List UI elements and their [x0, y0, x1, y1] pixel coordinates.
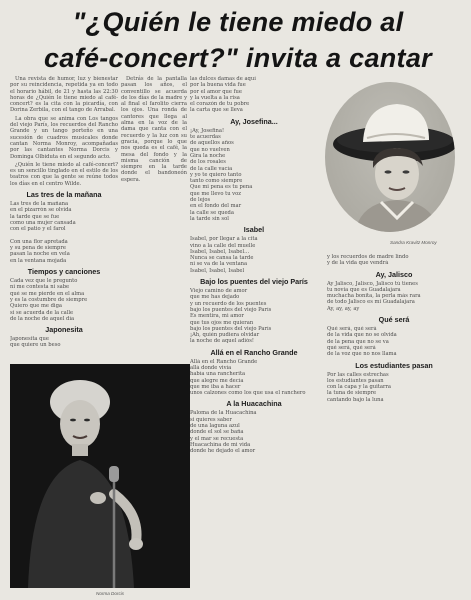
lyric-line: Allá en el Rancho Grande	[190, 358, 258, 365]
portrait-illustration	[325, 82, 455, 232]
lyric-line: de la calle vacía	[190, 165, 233, 172]
lyric-line: y los recuerdos de madre lindo	[327, 254, 409, 260]
lyrics-block	[190, 359, 318, 397]
lyric-line: que no vuelven	[190, 146, 230, 153]
lyric-line: de la noche de aquel día	[10, 315, 75, 322]
lyric-line: de los rosales	[190, 159, 226, 166]
lyric-line: si quieres saber	[190, 416, 232, 423]
lyric-line: la noche de aquel adiós!	[190, 338, 254, 345]
lyrics-block	[327, 372, 461, 403]
lyric-line: Huacachina de mi vida	[190, 441, 251, 448]
lyric-line: en la ventana mojada	[10, 257, 67, 264]
lyric-line: Nunca se cansa la tarde	[190, 255, 254, 262]
section-title-estudiantes: Los estudiantes pasan	[355, 360, 433, 370]
lyric-line: Es mentira, mi amor	[190, 313, 244, 320]
lyric-line: muchacha bonita, la perla más rara	[327, 293, 421, 300]
portrait-caption: Sandra Kravitz Monroy	[390, 240, 437, 245]
lyric-line: que quiere un beso	[10, 342, 61, 349]
lyric-line: de lejos	[190, 197, 211, 204]
lyric-line: y un recuerdo de los puentes	[190, 300, 267, 307]
lyric-line: la tarde que se fue	[10, 213, 60, 220]
lyric-line: Por las calles estrechas	[327, 371, 389, 378]
lyric-line: cantando bajo la luna	[327, 396, 384, 403]
lyric-line: y el mar se recuesta	[190, 435, 244, 442]
lyrics-block	[327, 281, 461, 312]
article-headline	[14, 4, 462, 76]
lyric-line: de la pena que no se va	[327, 338, 389, 345]
lyric-line: Cada vez que le pregunto	[10, 278, 78, 285]
lyric-line: había una rancherita	[190, 371, 246, 378]
lyric-line: ni me contesta ni sabe	[10, 284, 70, 291]
lyric-line: donde el sol se baña	[190, 429, 244, 436]
lyric-line: la calle se queda	[190, 209, 234, 216]
lyric-line: tu novia que es Guadalajara	[327, 286, 401, 293]
lyric-line: en el pizarrón se olvida	[10, 207, 72, 214]
lyric-line: Japonesita que	[10, 336, 49, 343]
lyric-line: Viejo camino de amor	[190, 288, 248, 295]
singer-photo	[10, 364, 190, 588]
intro-paragraph: Una revista de humor, luz y bienestar por su reincidencia, repetida ya en todo el horario hábil, de 21 y hasta las 22:30 horas de ¿Quién le tiene miedo al café-concert? es la cita con la picardía, con Dorina Zerbila, con el tango de Arrabal.	[10, 76, 118, 114]
lyric-line: la carta que se lleva	[190, 107, 243, 114]
lyric-line: Paloma de la Huacachina	[190, 410, 257, 417]
lyric-line: por el amor que fue	[190, 88, 242, 95]
section-title-rancho-grande: Allá en el Rancho Grande	[210, 347, 298, 357]
lyrics-block	[10, 201, 118, 264]
lyric-line: tanto como siempre	[190, 178, 243, 185]
portrait-photo	[325, 82, 455, 232]
lyric-line: que me has dejado	[190, 294, 240, 301]
lyrics-block	[327, 254, 461, 267]
lyric-line: si se acuerda de la calle	[10, 309, 74, 316]
lyrics-block	[190, 288, 318, 345]
lyric-line: y yo te quiero tanto	[190, 171, 242, 178]
lyric-line: te acuerdas	[190, 134, 221, 141]
article-column-1	[10, 76, 118, 352]
section-title-jalisco: Ay, Jalisco	[375, 269, 413, 279]
intro-paragraph-3: ¿Quién le tiene miedo al café-concert? es un sencillo tinglado en el estilo de los teatros con que la gente se reúne todos los días en el centro Wilde.	[10, 161, 118, 187]
lyric-line: de la vida que no se olvida	[327, 332, 397, 339]
lyrics-block	[190, 128, 318, 222]
lyrics-block	[327, 326, 461, 357]
section-title-tiempos: Tiempos y canciones	[27, 267, 101, 277]
lyric-line: qué se me pierde en el alma	[10, 290, 85, 297]
section-title-isabel: Isabel	[243, 225, 265, 235]
lyric-line: la tuna de siempre	[327, 390, 377, 397]
lyric-line: y es la costumbre de siempre	[10, 296, 88, 303]
section-title-josefina: Ay, Josefina...	[230, 116, 278, 126]
lyric-line: el corazón de tu pobre	[190, 101, 250, 108]
lyric-line: Isabel, Isabel, Isabel...	[190, 248, 250, 255]
lyric-line: los estudiantes pasan	[327, 377, 384, 384]
section-title-que-sera: Qué será	[378, 315, 410, 325]
headline-line-2: café-concert?" invita a cantar	[44, 43, 432, 73]
lyric-line: unos calzones como los que usa el ranchero	[190, 390, 306, 397]
lyric-line: de la voz que no nos llama	[327, 351, 397, 358]
article-column-2	[121, 76, 187, 185]
lyric-line: de una laguna azul	[190, 423, 240, 430]
intro-paragraph-2: La obra que se anima con Los tangos del viejo París, los recuerdos del Rancho Grande y un tango porteño en una sucesión de cuadros musicales donde cantan Norma Monroy, acompañadas por las cantantes Norma Dorcis y Dominga Olbiduta en el segundo acto.	[10, 115, 118, 160]
lyrics-block	[190, 76, 318, 114]
lyric-line: que me llevo tu voz	[190, 190, 241, 197]
lyric-line: que tus ojos me quieran	[190, 319, 254, 326]
lyric-line: Quiero que me diga	[10, 303, 62, 310]
lyric-line: la tarde sin sol	[190, 215, 229, 222]
lyric-line: de aquellos años	[190, 140, 234, 147]
lyric-line: por la buena vida fue	[190, 82, 246, 89]
lyric-line: de todo Jalisco es mi Guadalajara	[327, 299, 415, 306]
lyric-line: Con una flor apretada	[10, 238, 68, 245]
lyric-line: y su pena de siempre	[10, 245, 66, 252]
body-paragraph: Detrás de la pantalla pasan los años, el conventillo se acuerda de los días de la madre y al final el farolito cierra los ojos. Una ronda de cantores que llega al alma en la voz de la dama que canta con el recuerdo y la luz con su gracia, porque lo que nos queda es el café, la mesa del fondo y la misma canción de siempre en la tarde donde el bandoneón espera.	[121, 76, 187, 183]
article-column-3	[190, 76, 318, 458]
lyric-line: Ay, ay, ay, ay	[327, 305, 360, 312]
lyric-line: ni se va de la ventana	[190, 261, 248, 268]
section-title-tres-de-la-manana: Las tres de la mañana	[26, 190, 102, 200]
lyric-line: y la vuelta a la risa	[190, 94, 240, 101]
lyric-line: ¡Ay, Josefina!	[190, 127, 225, 134]
lyric-line: vino a la calle del muelle	[190, 242, 256, 249]
lyric-line: Ay Jalisco, Jalisco, Jalisco tú tienes	[327, 280, 418, 287]
headline-line-1: "¿Quién le tiene miedo al	[72, 7, 404, 37]
lyric-line: pasan la noche en vela	[10, 251, 70, 258]
lyric-line: y de la vida que vendrá	[327, 260, 389, 267]
lyric-line: qué será, qué será	[327, 344, 376, 351]
section-title-puentes-paris: Bajo los puentes del viejo París	[200, 277, 308, 287]
lyric-line: que alegre me decía	[190, 377, 244, 384]
section-title-huacachina: A la Huacachina	[226, 399, 282, 409]
lyrics-block	[190, 410, 318, 454]
lyric-line: Isabel, Isabel, Isabel	[190, 267, 245, 274]
article-column-4	[327, 254, 461, 406]
singer-illustration	[10, 364, 190, 588]
singer-caption: Norma Dorcis	[96, 591, 125, 596]
lyric-line: donde he dejado el amor	[190, 448, 256, 455]
lyric-line: ¡Ah, quién pudiera olvidar	[190, 332, 260, 339]
lyric-line: con la capa y la guitarra	[327, 384, 392, 391]
lyrics-block	[10, 336, 118, 349]
lyric-line: las dulces damas de aquí	[190, 76, 256, 82]
lyric-line: con el patio y el farol	[10, 226, 66, 233]
lyric-line: Que mi pena es tu pena	[190, 184, 253, 191]
lyric-line: en el fondo del mar	[190, 203, 242, 210]
lyric-line: Isabel, por llegar a la cita	[190, 236, 258, 243]
lyrics-block	[10, 278, 118, 322]
lyric-line: Qué será, qué será	[327, 326, 377, 333]
lyric-line: que me iba a hacer	[190, 383, 241, 390]
lyric-line: Gira la noche	[190, 152, 226, 159]
lyrics-block	[190, 236, 318, 274]
lyric-line: bajo los puentes del viejo París	[190, 325, 272, 332]
section-title-japonesita: Japonesita	[45, 325, 83, 335]
lyric-line: allá donde vivía	[190, 364, 232, 371]
lyric-line: como una mujer cansada	[10, 219, 76, 226]
lyric-line: bajo los puentes del viejo París	[190, 306, 272, 313]
lyric-line: Las tres de la mañana	[10, 201, 69, 208]
